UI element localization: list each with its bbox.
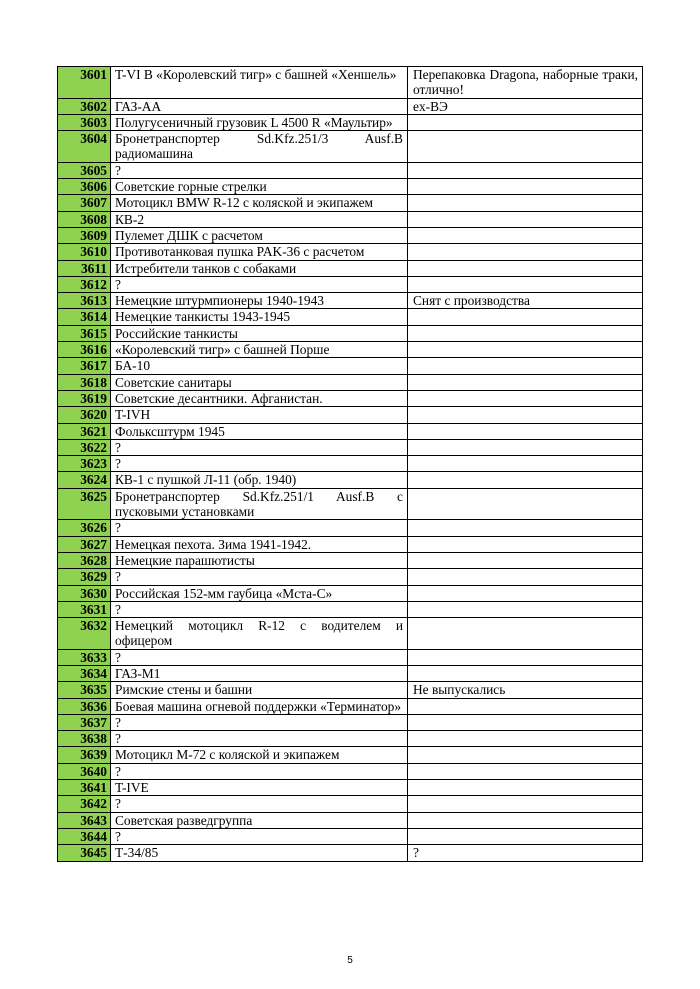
- table-row: [58, 309, 643, 325]
- table-row: [58, 698, 643, 714]
- item-name: ?: [111, 828, 408, 844]
- item-note: Не выпускались: [408, 682, 643, 698]
- item-note: [408, 665, 643, 681]
- table-row: [58, 114, 643, 130]
- item-name: Советские горные стрелки: [111, 179, 408, 195]
- item-name: ГАЗ-М1: [111, 665, 408, 681]
- item-name: ?: [111, 276, 408, 292]
- item-name: T-IVH: [111, 407, 408, 423]
- item-note: [408, 780, 643, 796]
- item-number: 3634: [58, 665, 111, 681]
- item-note: [408, 276, 643, 292]
- table-row: [58, 325, 643, 341]
- table-row: [58, 601, 643, 617]
- item-number: 3603: [58, 114, 111, 130]
- item-name: ?: [111, 649, 408, 665]
- item-note: [408, 131, 643, 163]
- item-name: ?: [111, 439, 408, 455]
- item-note: [408, 714, 643, 730]
- item-number: 3614: [58, 309, 111, 325]
- table-row: [58, 358, 643, 374]
- item-note: [408, 731, 643, 747]
- item-number: 3637: [58, 714, 111, 730]
- item-note: [408, 309, 643, 325]
- item-note: ?: [408, 845, 643, 861]
- item-number: 3642: [58, 796, 111, 812]
- item-note: [408, 195, 643, 211]
- item-name: Полугусеничный грузовик L 4500 R «Маультир»: [111, 114, 408, 130]
- item-note: [408, 227, 643, 243]
- table-row: [58, 374, 643, 390]
- table-row: [58, 456, 643, 472]
- item-name: Российские танкисты: [111, 325, 408, 341]
- item-number: 3619: [58, 390, 111, 406]
- item-note: [408, 601, 643, 617]
- item-note: [408, 211, 643, 227]
- item-number: 3644: [58, 828, 111, 844]
- item-number: 3615: [58, 325, 111, 341]
- item-name: Немецкая пехота. Зима 1941-1942.: [111, 536, 408, 552]
- catalog-table-body: [58, 67, 643, 862]
- table-row: [58, 780, 643, 796]
- item-number: 3629: [58, 569, 111, 585]
- item-number: 3620: [58, 407, 111, 423]
- item-note: [408, 162, 643, 178]
- item-name: Бронетранспортер Sd.Kfz.251/3 Ausf.B радиомашина: [111, 131, 408, 163]
- item-name: Немецкие танкисты 1943-1945: [111, 309, 408, 325]
- table-row: [58, 585, 643, 601]
- item-number: 3636: [58, 698, 111, 714]
- item-number: 3623: [58, 456, 111, 472]
- item-name: КВ-2: [111, 211, 408, 227]
- item-number: 3630: [58, 585, 111, 601]
- item-number: 3605: [58, 162, 111, 178]
- table-row: [58, 67, 643, 99]
- table-row: [58, 195, 643, 211]
- item-name: Советские десантники. Афганистан.: [111, 390, 408, 406]
- item-note: [408, 472, 643, 488]
- item-number: 3633: [58, 649, 111, 665]
- table-row: [58, 569, 643, 585]
- item-number: 3624: [58, 472, 111, 488]
- item-number: 3627: [58, 536, 111, 552]
- item-note: [408, 114, 643, 130]
- item-note: [408, 390, 643, 406]
- item-name: КВ-1 с пушкой Л-11 (обр. 1940): [111, 472, 408, 488]
- item-name: Римские стены и башни: [111, 682, 408, 698]
- page-number: 5: [347, 955, 353, 966]
- table-row: [58, 439, 643, 455]
- item-note: Перепаковка Dragona, наборные траки, отлично!: [408, 67, 643, 99]
- item-note: [408, 244, 643, 260]
- item-note: [408, 618, 643, 650]
- item-name: Советские санитары: [111, 374, 408, 390]
- table-row: [58, 293, 643, 309]
- item-number: 3602: [58, 98, 111, 114]
- item-number: 3613: [58, 293, 111, 309]
- item-number: 3621: [58, 423, 111, 439]
- item-name: БА-10: [111, 358, 408, 374]
- item-number: 3618: [58, 374, 111, 390]
- item-note: Снят с производства: [408, 293, 643, 309]
- item-number: 3609: [58, 227, 111, 243]
- item-name: Бронетранспортер Sd.Kfz.251/1 Ausf.B с пусковыми установками: [111, 488, 408, 520]
- table-row: [58, 536, 643, 552]
- item-name: ?: [111, 796, 408, 812]
- item-number: 3645: [58, 845, 111, 861]
- table-row: [58, 227, 643, 243]
- table-row: [58, 407, 643, 423]
- item-name: ?: [111, 456, 408, 472]
- table-row: [58, 423, 643, 439]
- item-note: [408, 179, 643, 195]
- item-note: [408, 325, 643, 341]
- item-name: ГАЗ-АА: [111, 98, 408, 114]
- item-number: 3616: [58, 342, 111, 358]
- item-name: Истребители танков с собаками: [111, 260, 408, 276]
- table-row: [58, 747, 643, 763]
- table-row: [58, 845, 643, 861]
- item-number: 3628: [58, 552, 111, 568]
- item-number: 3643: [58, 812, 111, 828]
- item-number: 3617: [58, 358, 111, 374]
- item-name: Т-34/85: [111, 845, 408, 861]
- table-row: [58, 665, 643, 681]
- table-row: [58, 796, 643, 812]
- item-note: [408, 342, 643, 358]
- table-row: [58, 342, 643, 358]
- item-number: 3610: [58, 244, 111, 260]
- item-name: Немецкие штурмпионеры 1940-1943: [111, 293, 408, 309]
- item-name: ?: [111, 162, 408, 178]
- table-row: [58, 390, 643, 406]
- item-name: T-IVE: [111, 780, 408, 796]
- item-note: [408, 439, 643, 455]
- table-row: [58, 714, 643, 730]
- item-number: 3638: [58, 731, 111, 747]
- item-name: ?: [111, 763, 408, 779]
- item-number: 3607: [58, 195, 111, 211]
- item-note: [408, 552, 643, 568]
- table-row: [58, 812, 643, 828]
- item-name: Немецкий мотоцикл R-12 с водителем и офицером: [111, 618, 408, 650]
- item-note: [408, 358, 643, 374]
- item-name: ?: [111, 601, 408, 617]
- item-note: [408, 536, 643, 552]
- item-name: ?: [111, 520, 408, 536]
- table-row: [58, 244, 643, 260]
- table-row: [58, 211, 643, 227]
- item-note: [408, 374, 643, 390]
- item-name: Советская разведгруппа: [111, 812, 408, 828]
- table-row: [58, 260, 643, 276]
- item-number: 3640: [58, 763, 111, 779]
- table-row: [58, 179, 643, 195]
- table-row: [58, 162, 643, 178]
- item-note: [408, 828, 643, 844]
- item-name: Боевая машина огневой поддержки «Терминатор»: [111, 698, 408, 714]
- item-number: 3641: [58, 780, 111, 796]
- table-row: [58, 98, 643, 114]
- item-number: 3626: [58, 520, 111, 536]
- table-row: [58, 828, 643, 844]
- item-note: [408, 456, 643, 472]
- item-name: Мотоцикл BMW R-12 с коляской и экипажем: [111, 195, 408, 211]
- item-name: Мотоцикл М-72 с коляской и экипажем: [111, 747, 408, 763]
- item-number: 3635: [58, 682, 111, 698]
- item-number: 3639: [58, 747, 111, 763]
- item-number: 3606: [58, 179, 111, 195]
- item-note: [408, 585, 643, 601]
- table-row: [58, 731, 643, 747]
- table-row: [58, 649, 643, 665]
- item-name: Пулемет ДШК с расчетом: [111, 227, 408, 243]
- table-row: [58, 552, 643, 568]
- item-note: [408, 520, 643, 536]
- item-note: [408, 569, 643, 585]
- table-row: [58, 472, 643, 488]
- item-note: ex-ВЭ: [408, 98, 643, 114]
- item-number: 3601: [58, 67, 111, 99]
- item-note: [408, 796, 643, 812]
- table-row: [58, 682, 643, 698]
- catalog-table: [57, 66, 643, 862]
- item-number: 3608: [58, 211, 111, 227]
- item-note: [408, 649, 643, 665]
- item-number: 3631: [58, 601, 111, 617]
- item-number: 3611: [58, 260, 111, 276]
- item-name: «Королевский тигр» с башней Порше: [111, 342, 408, 358]
- item-name: Немецкие парашютисты: [111, 552, 408, 568]
- item-number: 3622: [58, 439, 111, 455]
- table-row: [58, 488, 643, 520]
- item-number: 3604: [58, 131, 111, 163]
- item-name: Фольксштурм 1945: [111, 423, 408, 439]
- table-row: [58, 276, 643, 292]
- item-note: [408, 698, 643, 714]
- table-row: [58, 520, 643, 536]
- item-number: 3625: [58, 488, 111, 520]
- item-note: [408, 812, 643, 828]
- table-row: [58, 131, 643, 163]
- item-name: ?: [111, 731, 408, 747]
- item-note: [408, 423, 643, 439]
- item-number: 3612: [58, 276, 111, 292]
- item-name: Противотанковая пушка PAK-36 с расчетом: [111, 244, 408, 260]
- item-number: 3632: [58, 618, 111, 650]
- item-note: [408, 747, 643, 763]
- table-row: [58, 618, 643, 650]
- table-row: [58, 763, 643, 779]
- item-note: [408, 260, 643, 276]
- item-name: T-VI B «Королевский тигр» с башней «Хеншель»: [111, 67, 408, 99]
- item-note: [408, 407, 643, 423]
- item-note: [408, 763, 643, 779]
- item-name: Российская 152-мм гаубица «Мста-С»: [111, 585, 408, 601]
- item-name: ?: [111, 714, 408, 730]
- item-note: [408, 488, 643, 520]
- item-name: ?: [111, 569, 408, 585]
